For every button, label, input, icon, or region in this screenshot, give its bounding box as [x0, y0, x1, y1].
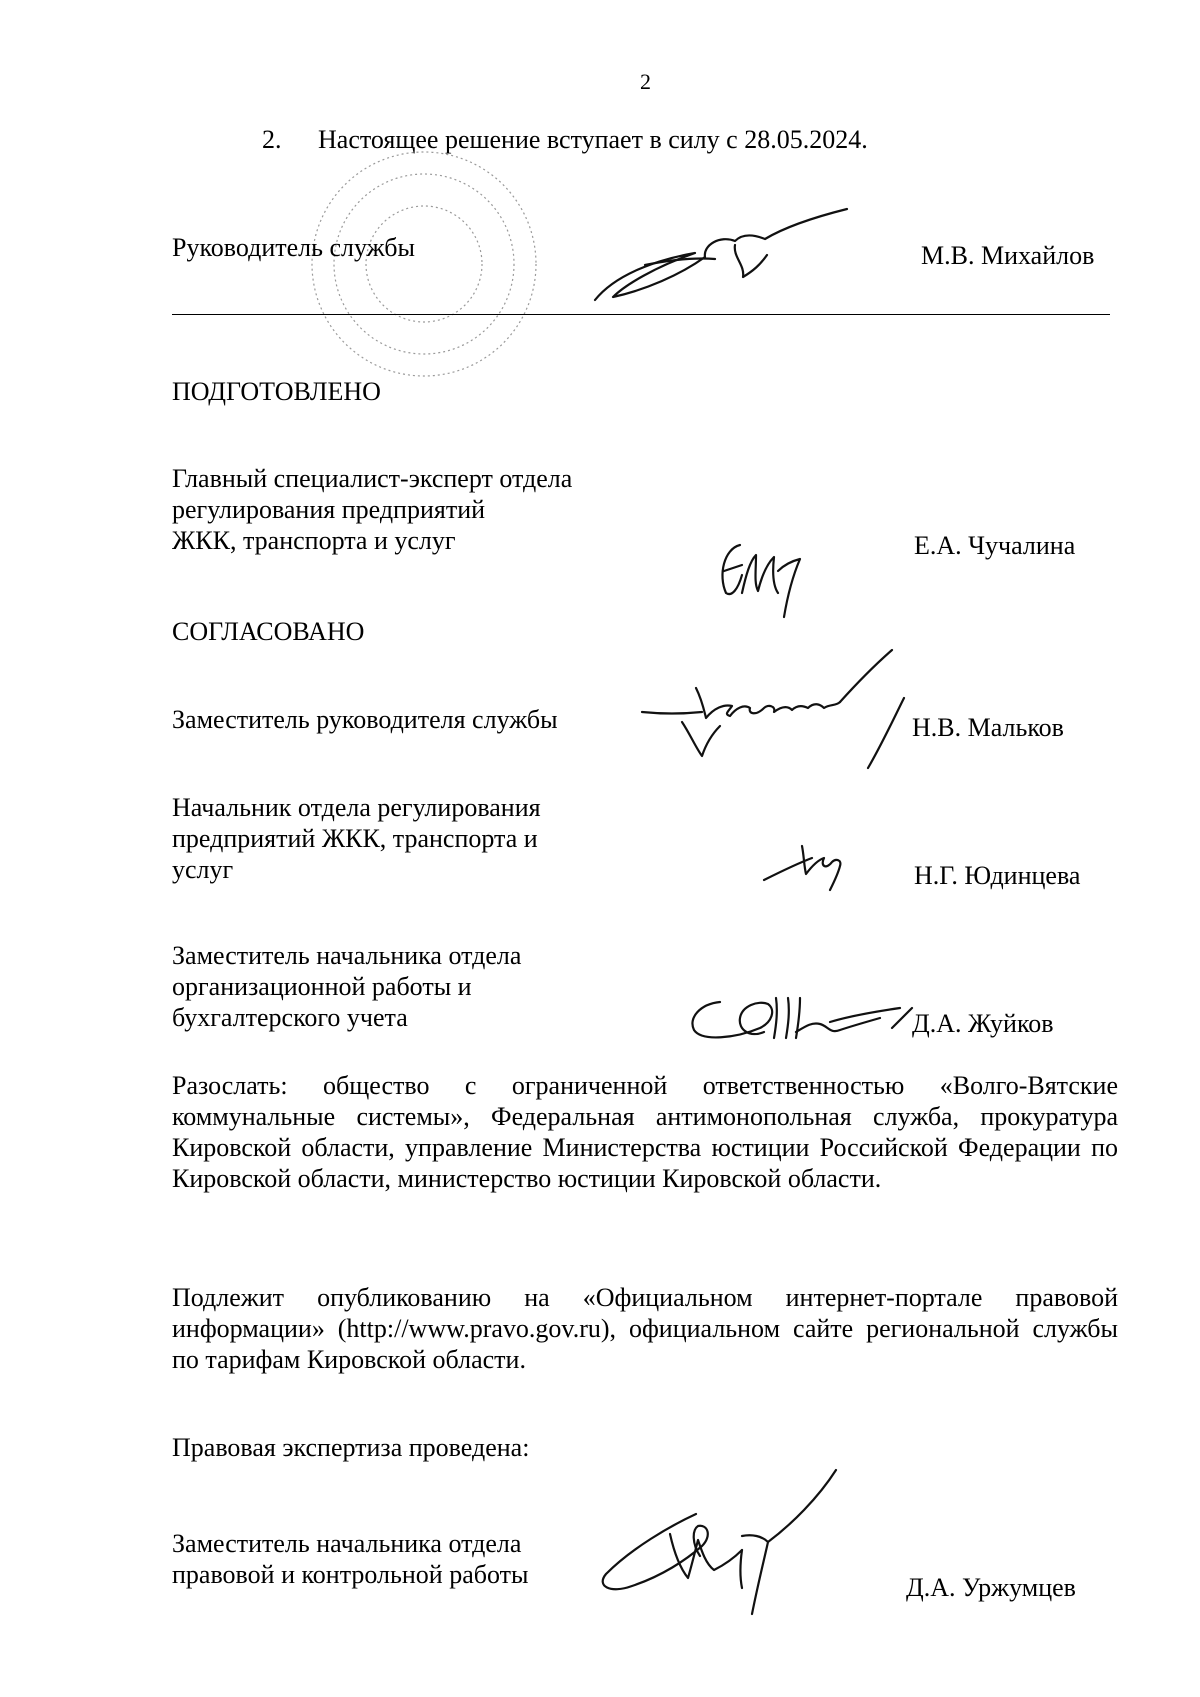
item-text: Настоящее решение вступает в силу с 28.05.2024. [318, 125, 868, 154]
approver-name: Н.Г. Юдинцева [914, 861, 1081, 890]
signature-urzhumtsev [592, 1464, 882, 1634]
head-position: Руководитель службы [172, 233, 415, 262]
prepared-heading: ПОДГОТОВЛЕНО [172, 377, 381, 406]
approver-position-line: Заместитель начальника отдела [172, 941, 522, 970]
seal-stamp [300, 148, 548, 380]
approver-position-line: организационной работы и [172, 972, 472, 1001]
legal-review-heading: Правовая экспертиза проведена: [172, 1433, 530, 1462]
distribution-paragraph: Разослать: общество с ограниченной ответственностью «Волго-Вятские коммунальные системы», Федеральная антимонопольная служба, прокуратура Кировской области, управление Министерства юстиции Российской Федерации по Кировской области, министерство юстиции Кировской области. [172, 1071, 1118, 1193]
approver-position-line: услуг [172, 855, 234, 884]
legal-position-line: Заместитель начальника отдела [172, 1529, 522, 1558]
item-number: 2. [262, 125, 282, 154]
prepared-position-line: регулирования предприятий [172, 495, 486, 524]
approver-position-line: Начальник отдела регулирования [172, 793, 541, 822]
approver-position-line: предприятий ЖКК, транспорта и [172, 824, 538, 853]
approver-name: Д.А. Жуйков [912, 1009, 1054, 1038]
prepared-position-line: Главный специалист-эксперт отдела [172, 464, 573, 493]
legal-position-line: правовой и контрольной работы [172, 1560, 529, 1589]
approver-name: Н.В. Мальков [912, 713, 1064, 742]
signature-zhuykov [680, 972, 920, 1052]
signature-chuchalina [712, 535, 812, 625]
approved-heading: СОГЛАСОВАНО [172, 617, 365, 646]
legal-name: Д.А. Уржумцев [906, 1573, 1076, 1602]
page-number: 2 [640, 69, 651, 94]
prepared-name: Е.А. Чучалина [914, 531, 1076, 560]
approver-position-line: Заместитель руководителя службы [172, 705, 558, 734]
publication-paragraph: Подлежит опубликованию на «Официальном интернет-портале правовой информации» (http://www.pravo.gov.ru), официальном сайте региональной службы по тарифам Кировской области. [172, 1283, 1118, 1374]
approver-position-line: бухгалтерского учета [172, 1003, 408, 1032]
signature-divider [172, 314, 1110, 315]
signature-yudintseva [760, 836, 860, 896]
signature-mikhaylov [585, 205, 855, 315]
prepared-position-line: ЖКК, транспорта и услуг [172, 526, 456, 555]
head-name: М.В. Михайлов [921, 241, 1095, 270]
signature-malkov [632, 648, 932, 768]
